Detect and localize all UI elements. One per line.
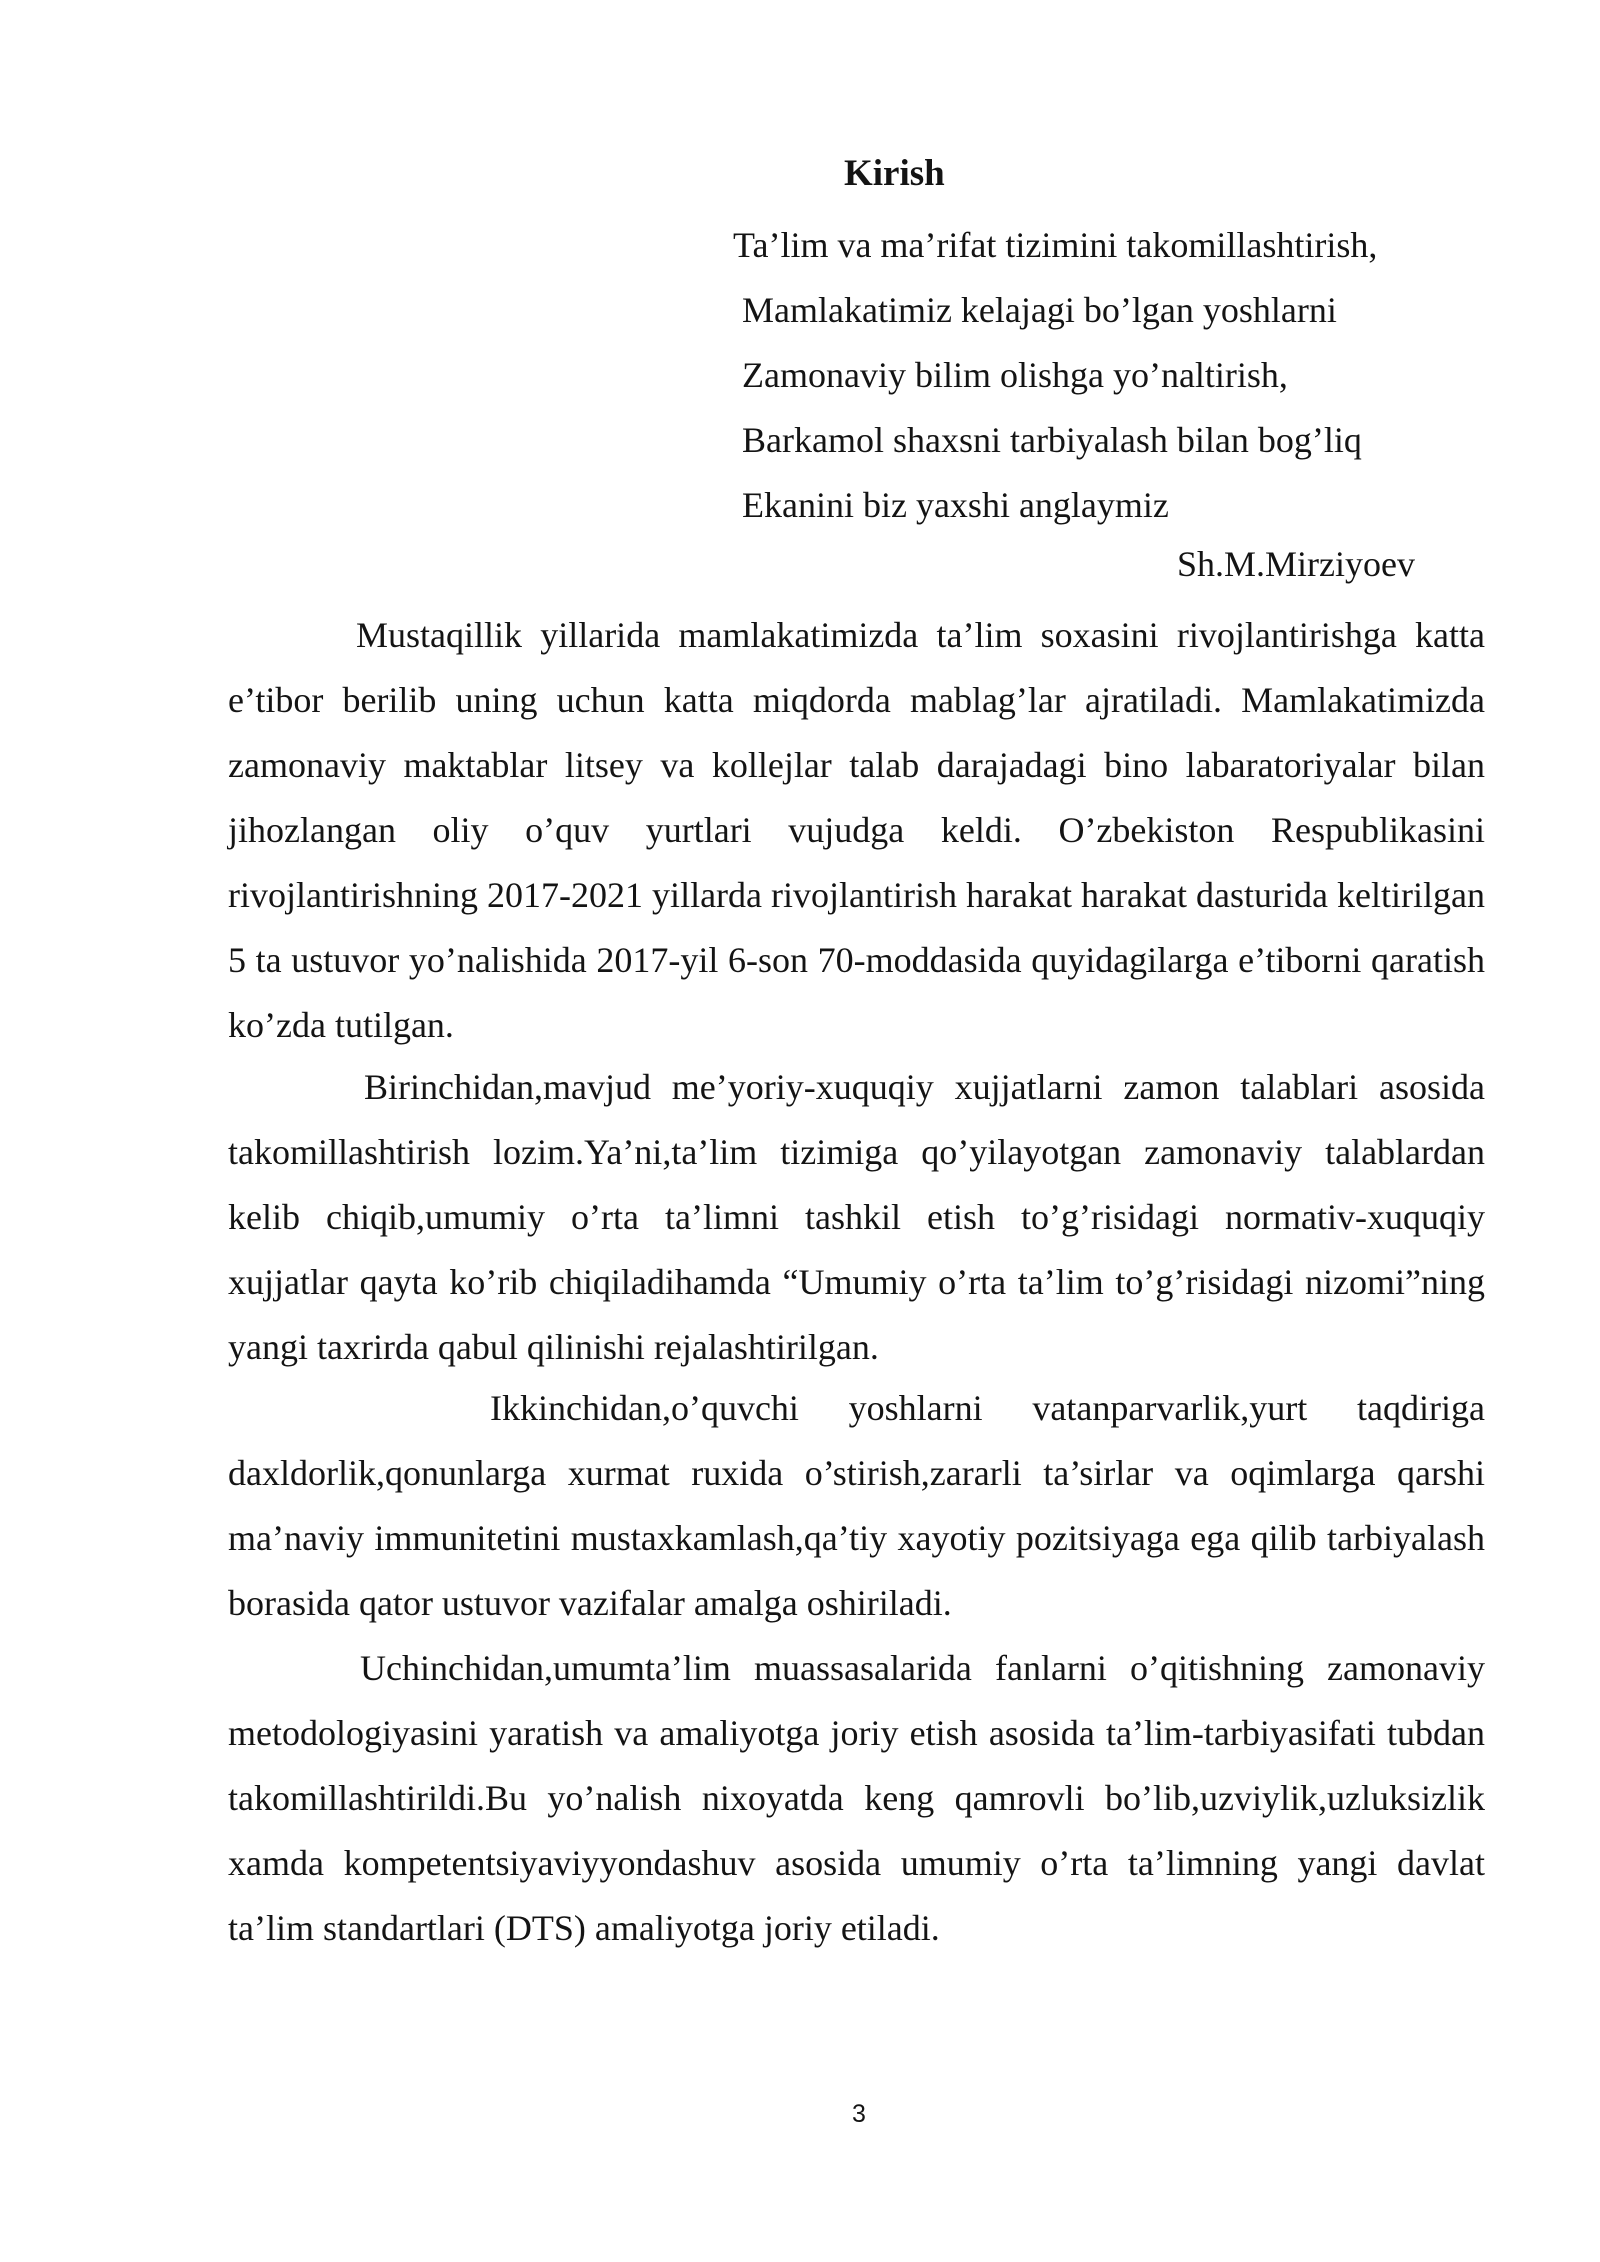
body-paragraph: Birinchidan,mavjud me’yoriy-xuquqiy xujjatlarni zamon talablari asosida takomillashtirish lozim.Ya’ni,ta’lim tizimiga qo’yilayotgan zamonaviy talablardan kelib chiqib,umumiy o’rta ta’limni tashkil etish to’g’risidagi normativ-xuquqiy xujjatlar qayta ko’rib chiqiladihamda “Umumiy o’rta ta’lim to’g’risidagi nizomi”ning yangi taxrirda qabul qilinishi rejalashtirilgan. [228, 1067, 1485, 1367]
body-paragraph: Ikkinchidan,o’quvchi yoshlarni vatanparvarlik,yurt taqdiriga daxldorlik,qonunlarga xurmat ruxida o’stirish,zararli ta’sirlar va oqimlarga qarshi ma’naviy immunitetini mustaxkamlash,qa’tiy xayotiy pozitsiyaga ega qilib tarbiyalash borasida qator ustuvor vazifalar amalga oshiriladi. [228, 1388, 1485, 1623]
page-number: 3 [852, 2100, 866, 2128]
section-title: Kirish [844, 153, 945, 194]
epigraph-author: Sh.M.Mirziyoev [1177, 544, 1415, 584]
epigraph-line: Ta’lim va ma’rifat tizimini takomillashtirish, [733, 225, 1378, 265]
epigraph-line: Mamlakatimiz kelajagi bo’lgan yoshlarni [742, 290, 1337, 330]
body-paragraph: Uchinchidan,umumta’lim muassasalarida fanlarni o’qitishning zamonaviy metodologiyasini yaratish va amaliyotga joriy etish asosida ta’lim-tarbiyasifati tubdan takomillashtirildi.Bu yo’nalish nixoyatda keng qamrovli bo’lib,uzviylik,uzluksizlik xamda kompetentsiyaviyyondashuv asosida umumiy o’rta ta’limning yangi davlat ta’lim standartlari (DTS) amaliyotga joriy etiladi. [228, 1648, 1485, 1948]
epigraph-line: Barkamol shaxsni tarbiyalash bilan bog’liq [742, 420, 1362, 460]
body-paragraph: Mustaqillik yillarida mamlakatimizda ta’lim soxasini rivojlantirishga katta e’tibor berilib uning uchun katta miqdorda mablag’lar ajratiladi. Mamlakatimizda zamonaviy maktablar litsey va kollejlar talab darajadagi bino labaratoriyalar bilan jihozlangan oliy o’quv yurtlari vujudga keldi. O’zbekiston Respublikasini rivojlantirishning 2017-2021 yillarda rivojlantirish harakat harakat dasturida keltirilgan 5 ta ustuvor yo’nalishida 2017-yil 6-son 70-moddasida quyidagilarga e’tiborni qaratish ko’zda tutilgan. [228, 615, 1485, 1045]
epigraph [733, 213, 1377, 538]
epigraph-line: Ekanini biz yaxshi anglaymiz [742, 485, 1169, 525]
epigraph-line: Zamonaviy bilim olishga yo’naltirish, [742, 355, 1288, 395]
